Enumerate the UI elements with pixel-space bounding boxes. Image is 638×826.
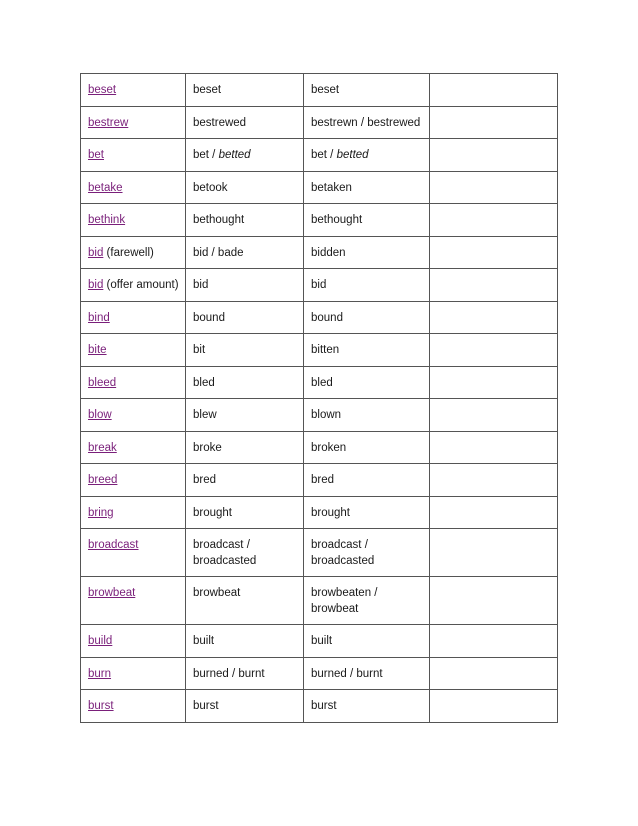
empty-cell [430,625,558,658]
table-row [81,690,558,723]
empty-cell [430,431,558,464]
verb-link[interactable]: bleed [88,376,117,389]
past-tense-cell [186,204,304,237]
table-row [81,139,558,172]
empty-cell [430,171,558,204]
verb-link[interactable]: bite [88,344,107,356]
table-row [81,496,558,529]
past-participle: blown [311,409,342,421]
verb-link[interactable]: burst [88,700,114,712]
past-participle: bethought [311,214,363,226]
base-form-cell [81,171,186,204]
empty-cell [430,657,558,690]
empty-cell [430,236,558,269]
past-participle-cell [304,301,430,334]
past-tense: burst [193,700,219,712]
base-form-cell [81,625,186,658]
base-form-cell [81,690,186,723]
past-tense-cell [186,657,304,690]
past-tense-cell [186,625,304,658]
past-participle-cell [304,74,430,107]
verb-link[interactable]: bethink [88,214,126,226]
table-row [81,625,558,658]
past-participle: beset [311,84,340,96]
past-tense-cell [186,269,304,302]
past-participle-cell [304,139,430,172]
past-tense: bit [193,344,206,356]
past-participle-cell [304,625,430,658]
table-row [81,236,558,269]
base-form-cell [81,496,186,529]
verb-link[interactable]: betake [88,181,123,194]
past-participle-cell [304,334,430,367]
verb-link[interactable]: bet [88,149,104,161]
base-form-cell [81,431,186,464]
base-form-cell [81,301,186,334]
empty-cell [430,106,558,139]
past-tense-cell [186,577,304,625]
past-participle: bled [311,376,333,389]
past-tense-cell [186,106,304,139]
past-tense: brought [193,506,233,519]
past-tense-cell [186,139,304,172]
table-row [81,399,558,432]
past-participle: bitten [311,344,340,356]
verb-link[interactable]: browbeat [88,587,136,599]
base-form-cell [81,106,186,139]
past-participle: built [311,635,333,647]
verb-link[interactable]: bid [88,279,104,291]
past-participle: bid [311,279,327,291]
past-participle: bred [311,474,335,486]
table-row [81,204,558,237]
past-tense: blew [193,409,217,421]
past-tense: built [193,635,215,647]
past-tense-cell [186,366,304,399]
verb-table [80,73,558,723]
base-form-cell [81,236,186,269]
verb-note: (farewell) [103,246,154,259]
table-row [81,74,558,107]
past-participle-cell [304,171,430,204]
past-participle: bestrewn / bestrewed [311,116,421,129]
verb-link[interactable]: bid [88,246,104,259]
verb-link[interactable]: broadcast [88,539,139,551]
past-participle-cell [304,529,430,577]
past-participle: burst [311,700,337,712]
past-tense: bid [193,279,209,291]
past-participle: broken [311,441,347,454]
past-tense: bet / [193,149,219,161]
verb-note: (offer amount) [103,279,179,291]
table-row [81,269,558,302]
past-tense-alt: betted [218,149,251,161]
empty-cell [430,690,558,723]
verb-link[interactable]: bind [88,311,110,324]
verb-link[interactable]: build [88,635,113,647]
base-form-cell [81,139,186,172]
empty-cell [430,204,558,237]
past-tense: browbeat [193,587,241,599]
base-form-cell [81,399,186,432]
base-form-cell [81,657,186,690]
verb-link[interactable]: break [88,441,117,454]
empty-cell [430,74,558,107]
table-row [81,106,558,139]
past-participle: bidden [311,246,346,259]
past-participle-cell [304,464,430,497]
empty-cell [430,496,558,529]
past-participle: bound [311,311,343,324]
verb-link[interactable]: bestrew [88,116,129,129]
past-tense: broadcast / broadcasted [193,539,257,567]
past-tense-cell [186,399,304,432]
base-form-cell [81,464,186,497]
past-tense-cell [186,171,304,204]
table-row [81,334,558,367]
empty-cell [430,577,558,625]
past-tense-cell [186,236,304,269]
past-participle-cell [304,577,430,625]
base-form-cell [81,366,186,399]
table-row [81,431,558,464]
empty-cell [430,139,558,172]
base-form-cell [81,529,186,577]
past-tense: bled [193,376,215,389]
past-tense: bid / bade [193,246,244,259]
past-participle-cell [304,269,430,302]
past-participle: broadcast / broadcasted [311,539,375,567]
past-tense-cell [186,431,304,464]
empty-cell [430,334,558,367]
past-participle: browbeaten / browbeat [311,587,378,615]
past-tense: bred [193,474,217,486]
verb-link[interactable]: beset [88,84,117,96]
past-participle-cell [304,496,430,529]
past-tense-cell [186,334,304,367]
table-row [81,577,558,625]
base-form-cell [81,74,186,107]
table-row [81,301,558,334]
past-tense-cell [186,301,304,334]
past-tense-cell [186,496,304,529]
past-tense: bethought [193,214,245,226]
past-participle-cell [304,366,430,399]
base-form-cell [81,204,186,237]
table-row [81,657,558,690]
past-participle-cell [304,236,430,269]
base-form-cell [81,269,186,302]
verb-link[interactable]: breed [88,474,118,486]
past-tense: broke [193,441,222,454]
table-row [81,529,558,577]
empty-cell [430,464,558,497]
table-row [81,464,558,497]
verb-link[interactable]: burn [88,667,112,680]
table-row [81,366,558,399]
past-participle: burned / burnt [311,667,383,680]
past-participle-cell [304,657,430,690]
past-participle-cell [304,431,430,464]
empty-cell [430,366,558,399]
past-tense: burned / burnt [193,667,265,680]
past-participle-alt: betted [336,149,369,161]
past-tense-cell [186,690,304,723]
past-tense-cell [186,464,304,497]
empty-cell [430,399,558,432]
past-participle-cell [304,106,430,139]
past-participle: brought [311,506,351,519]
empty-cell [430,269,558,302]
past-participle-cell [304,690,430,723]
verb-link[interactable]: blow [88,409,112,421]
verb-link[interactable]: bring [88,506,114,519]
past-tense-cell [186,529,304,577]
table-row [81,171,558,204]
empty-cell [430,529,558,577]
base-form-cell [81,577,186,625]
empty-cell [430,301,558,334]
past-participle: betaken [311,181,352,194]
past-tense-cell [186,74,304,107]
past-tense: beset [193,84,222,96]
verb-table-body [81,74,558,723]
past-tense: bound [193,311,225,324]
base-form-cell [81,334,186,367]
past-participle-cell [304,204,430,237]
past-tense: betook [193,181,228,194]
past-tense: bestrewed [193,116,247,129]
past-participle: bet / [311,149,337,161]
past-participle-cell [304,399,430,432]
